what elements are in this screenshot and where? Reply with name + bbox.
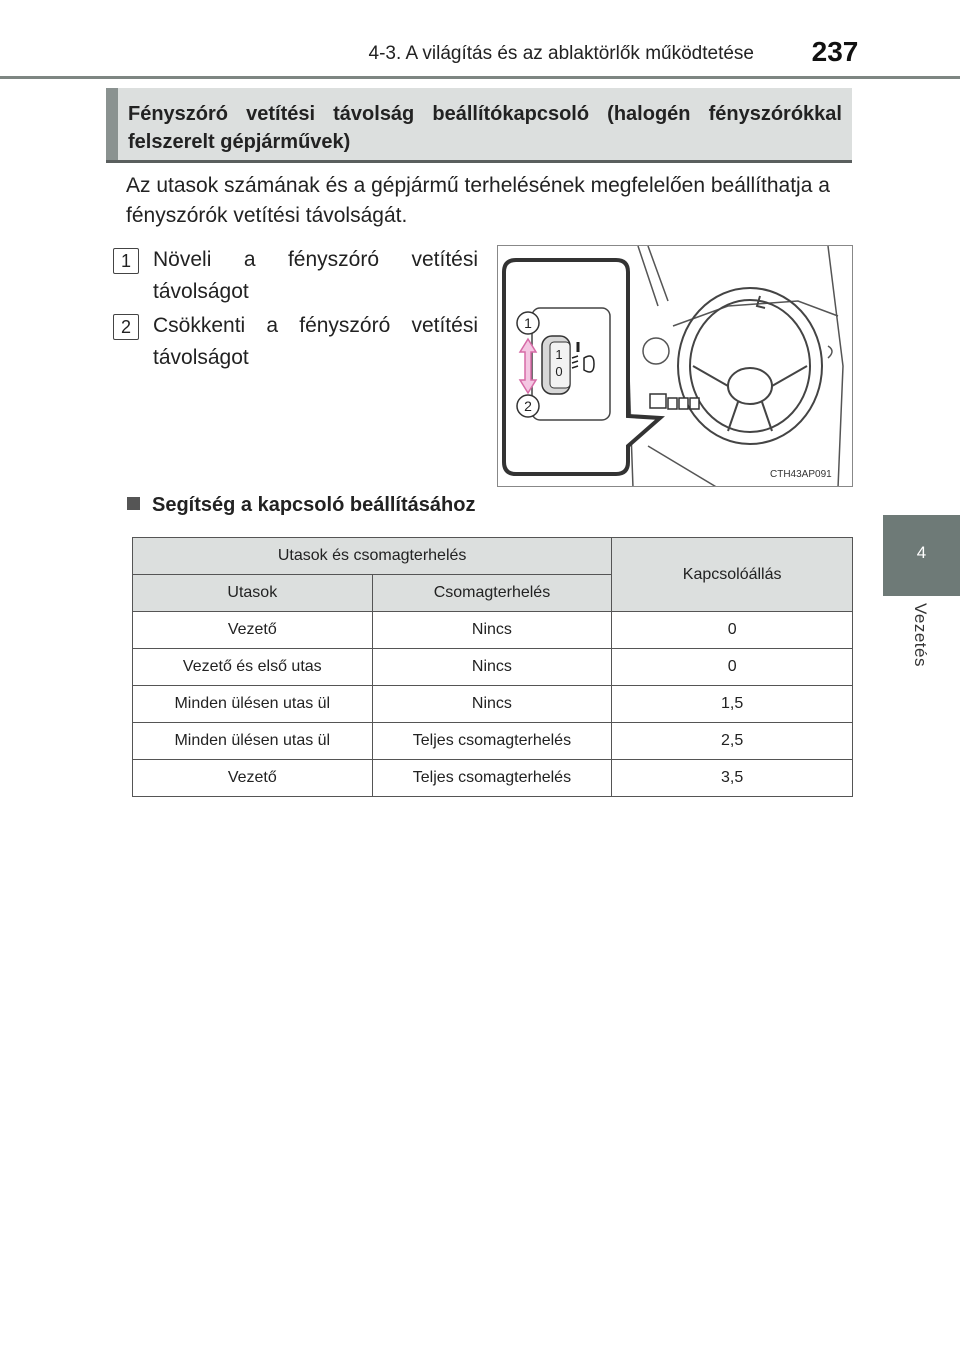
item-number-badge: 2 bbox=[113, 314, 139, 340]
intro-paragraph: Az utasok számának és a gépjármű terhelésének megfelelően beállíthatja a fényszórók vetítési távolságát. bbox=[126, 174, 830, 227]
cell-load: Teljes csomagterhelés bbox=[372, 723, 612, 760]
item-number-badge: 1 bbox=[113, 248, 139, 274]
chapter-tab[interactable] bbox=[883, 515, 960, 596]
header-rule bbox=[0, 76, 960, 79]
cell-setting: 0 bbox=[612, 649, 853, 686]
steering-wheel-icon bbox=[678, 288, 822, 444]
cell-occupants: Vezető bbox=[133, 612, 373, 649]
cell-setting: 3,5 bbox=[612, 760, 853, 797]
dial-mark-top: 1 bbox=[555, 347, 563, 362]
table-header-load: Csomagterhelés bbox=[372, 575, 612, 612]
section-heading bbox=[106, 88, 852, 163]
cell-setting: 1,5 bbox=[612, 686, 853, 723]
subsection-title-text: Segítség a kapcsoló beállításához bbox=[152, 494, 476, 516]
cell-load: Teljes csomagterhelés bbox=[372, 760, 612, 797]
item-text: Növeli a fényszóró vetítési távolságot bbox=[153, 248, 478, 303]
callout-2 bbox=[517, 395, 539, 417]
table-row bbox=[133, 649, 853, 686]
cell-load: Nincs bbox=[372, 686, 612, 723]
switch-setting-table bbox=[132, 537, 853, 797]
section-heading-text: Fényszóró vetítési távolság beállítókapcsoló (halogén fényszórókkal felszerelt gépjárművek) bbox=[128, 103, 842, 153]
cell-load: Nincs bbox=[372, 612, 612, 649]
figure-code: CTH43AP091 bbox=[770, 469, 832, 480]
dial-mark-bottom: 0 bbox=[555, 364, 563, 379]
svg-text:2: 2 bbox=[524, 398, 532, 414]
heading-accent-bar bbox=[106, 88, 118, 160]
dashboard-illustration bbox=[498, 246, 853, 487]
cell-occupants: Minden ülésen utas ül bbox=[133, 723, 373, 760]
callout-1 bbox=[517, 312, 539, 334]
switch-cluster-icon bbox=[650, 394, 699, 409]
table-header-setting: Kapcsolóállás bbox=[612, 538, 853, 612]
table-header-group: Utasok és csomagterhelés bbox=[133, 538, 612, 575]
cell-setting: 0 bbox=[612, 612, 853, 649]
chapter-label: Vezetés bbox=[911, 603, 930, 667]
table-row bbox=[133, 612, 853, 649]
running-header: 4-3. A világítás és az ablaktörlők működtetése bbox=[368, 43, 754, 64]
chapter-number: 4 bbox=[916, 543, 927, 562]
headlight-switch-figure bbox=[497, 245, 853, 487]
table-row bbox=[133, 723, 853, 760]
bullet-square-icon bbox=[127, 497, 140, 510]
page-number: 237 bbox=[811, 36, 859, 67]
item-text: Csökkenti a fényszóró vetítési távolságot bbox=[153, 314, 478, 369]
cell-setting: 2,5 bbox=[612, 723, 853, 760]
cell-occupants: Vezető bbox=[133, 760, 373, 797]
cell-occupants: Minden ülésen utas ül bbox=[133, 686, 373, 723]
table-row bbox=[133, 686, 853, 723]
table-header-occupants: Utasok bbox=[133, 575, 373, 612]
leveling-switch-panel bbox=[532, 308, 610, 420]
cell-load: Nincs bbox=[372, 649, 612, 686]
cell-occupants: Vezető és első utas bbox=[133, 649, 373, 686]
subsection-title bbox=[127, 494, 627, 517]
table-row bbox=[133, 760, 853, 797]
svg-text:1: 1 bbox=[524, 315, 532, 331]
